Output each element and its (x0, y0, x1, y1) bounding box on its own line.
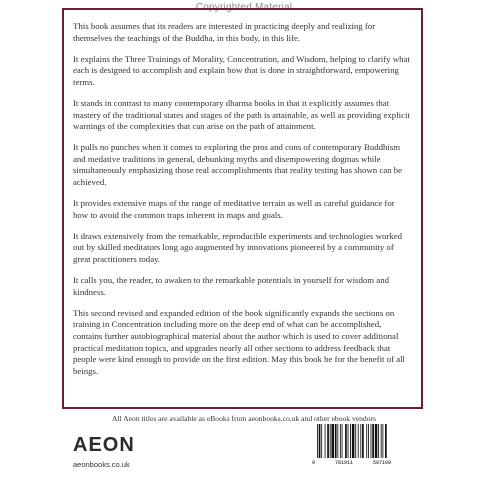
barcode-bar (337, 424, 338, 458)
barcode-bar (335, 424, 337, 458)
barcode-digits-right: 597100 (373, 460, 392, 466)
barcode-bar (368, 424, 369, 458)
barcode-bar (382, 424, 383, 458)
barcode-bar (366, 424, 367, 458)
barcode-bar (371, 424, 372, 458)
blurb-paragraph-1: This book assumes that its readers are interested in practicing deeply and realizing for themselves the teachings of the Buddha, in this body, in this life. (73, 21, 376, 43)
barcode-bar (352, 424, 355, 458)
barcode-bar (331, 424, 334, 458)
blurb-paragraph-2: It explains the Three Trainings of Morality, Concentration, and Wisdom, helping to clarify what each is designed to accomplish and explain how that is done in straightforward, empowering terms. (73, 53, 410, 87)
barcode-bar (358, 424, 359, 458)
barcode-bar (342, 424, 343, 458)
barcode-digits-left: 781911 (335, 460, 354, 466)
ebook-availability-note: All Aeon titles are available as eBooks from aeonbooks.co.uk and other ebook vendors (111, 414, 377, 423)
barcode-bar (385, 424, 387, 458)
barcode-bar (319, 424, 321, 458)
barcode-bar (378, 424, 379, 458)
barcode-lead-digit: 9 (312, 460, 316, 466)
blurb-frame (62, 8, 423, 409)
barcode-bar (372, 424, 374, 458)
barcode-bar (321, 424, 322, 458)
barcode-bar (362, 424, 364, 458)
aeon-logo: AEON (73, 434, 135, 456)
barcode-bar (348, 424, 349, 458)
barcode-bar (325, 424, 326, 458)
barcode-bar (340, 424, 341, 458)
blurb-paragraph-8: This second revised and expanded edition of the book significantly expands the sections on training in Concentration including more on the deep end of what can be accomplished, contains further autobiographical material about the author which is used to cover additional practical meditation topics, and upgrades nearly all other sections to address feedback that people were kind enough to provide on the first edition. May this book be for the benefit of all beings. (73, 307, 406, 376)
barcode-bar (327, 424, 329, 458)
copyright-watermark: Copyrighted Material (195, 2, 293, 13)
barcode-bar (375, 424, 378, 458)
blurb-paragraph-4: It pulls no punches when it comes to exploring the pros and cons of contemporary Buddhism and medative traditions in general, debunking myths and disempowering dogmas while simultaneously emphasizing those real accomplishments that reality testing has shown can be achieved. (73, 142, 403, 188)
blurb-paragraph-5: It provides extensive maps of the range of meditative terrain as well as careful guidance for how to avoid the common traps inherent in maps and goals. (73, 198, 395, 220)
barcode-bar (360, 424, 361, 458)
blurb-paragraph-3: It stands in contrast to many contemporary dharma books in that it explicitly assumes that mastery of the traditional states and stages of the path is attainable, as well as providing explicit warnings of the complexities that can arise on the path of attainment. (73, 97, 410, 132)
blurb-paragraph-7: It calls you, the reader, to awaken to the remarkable potentials in yourself for wisdom and kindness. (73, 275, 389, 297)
isbn-barcode (311, 422, 415, 466)
barcode-bar (345, 424, 347, 458)
barcode-bar (350, 424, 351, 458)
barcode-bar (330, 424, 331, 458)
barcode-bar (317, 424, 318, 458)
blurb-paragraph-6: It draws extensively from the remarkable, reproducible experiments and technologies worked out by skilled meditators long ago augmented by innovations pioneered by a community of great practitioners today. (73, 230, 403, 264)
barcode-bar (355, 424, 356, 458)
publisher-url: aeonbooks.co.uk (73, 460, 130, 469)
barcode-bar (381, 424, 382, 458)
